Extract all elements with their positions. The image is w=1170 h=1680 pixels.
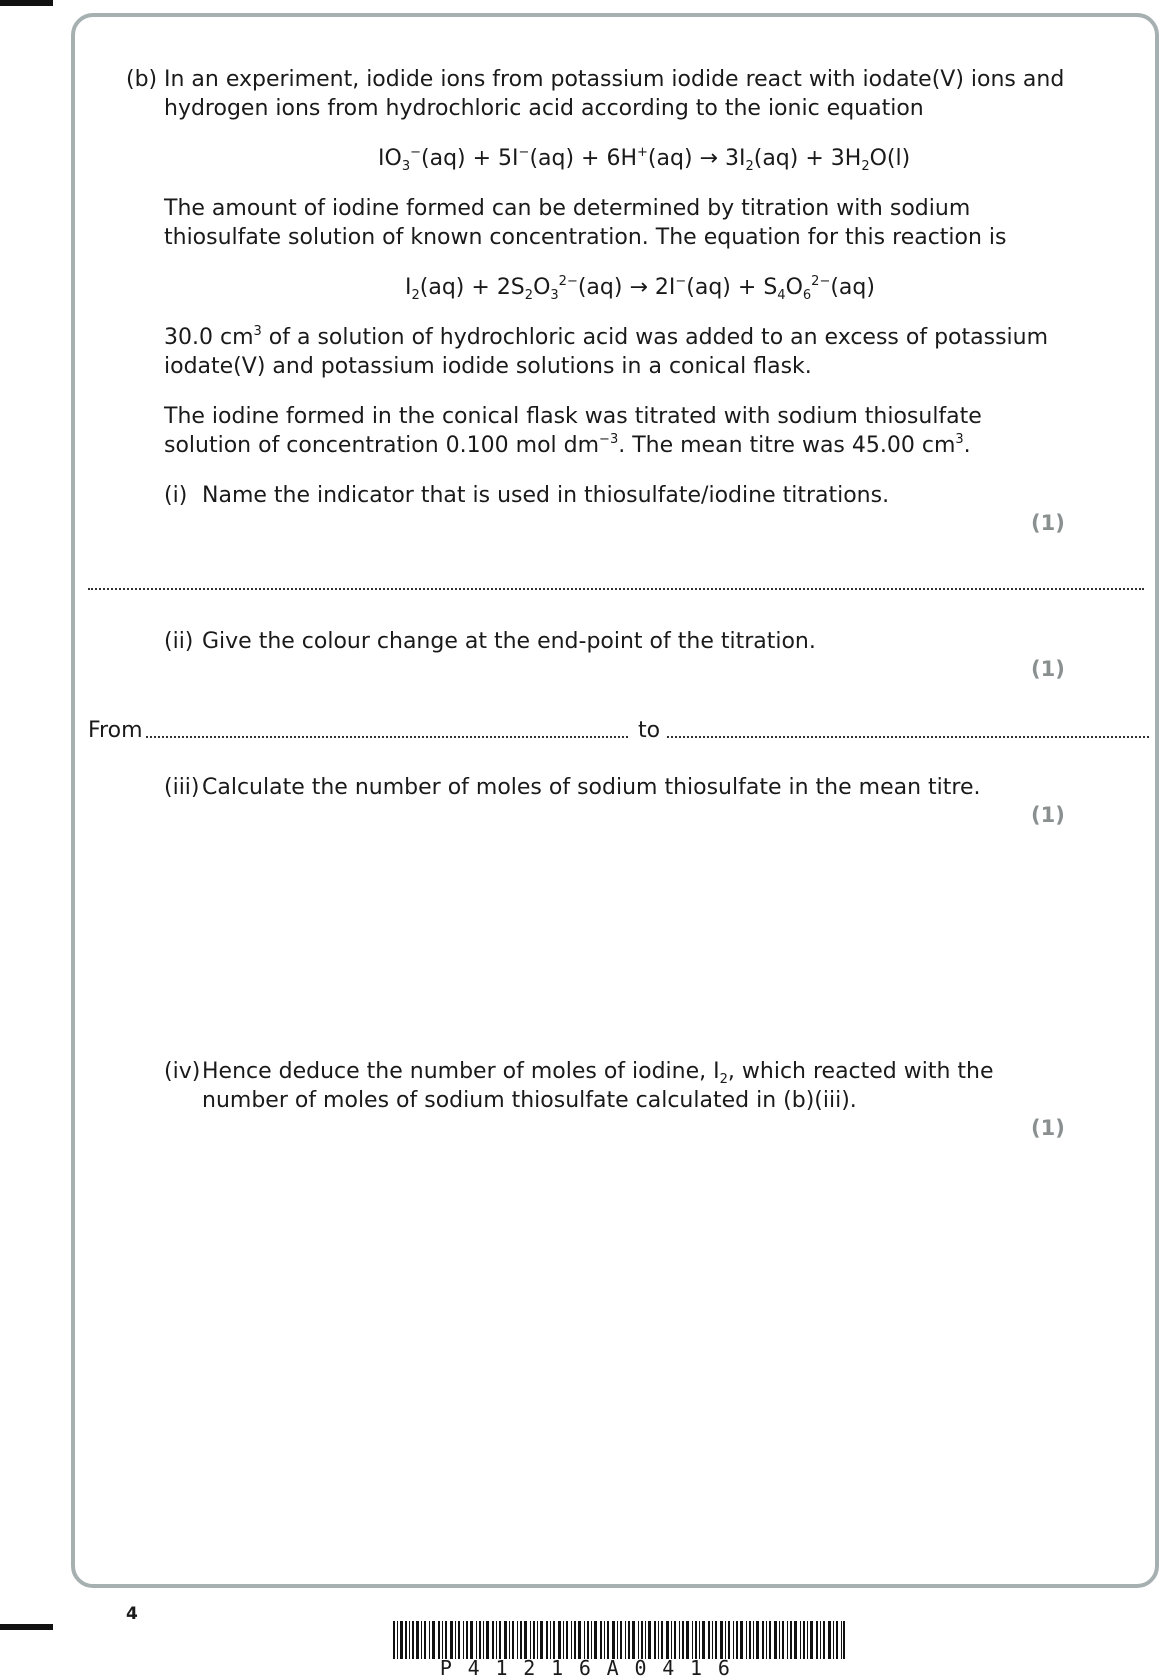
colour-to-label: to (638, 718, 661, 743)
barcode-char: 6 (717, 1656, 730, 1680)
barcode-char: P (439, 1656, 452, 1680)
part-b-intro-line1: In an experiment, iodide ions from potassium iodide react with iodate(V) ions and (164, 67, 1065, 92)
barcode-char: 1 (690, 1656, 703, 1680)
question-ii-marks: (1) (1031, 657, 1065, 681)
question-iii-text: Calculate the number of moles of sodium thiosulfate in the mean titre. (202, 775, 981, 800)
question-ii-text: Give the colour change at the end-point of the titration. (202, 629, 816, 654)
question-i-marks: (1) (1031, 511, 1065, 535)
colour-to-answer-line[interactable] (667, 736, 1149, 738)
barcode-char: 6 (578, 1656, 591, 1680)
corner-registration-mark-bottom (0, 1624, 53, 1630)
setup-text-line2: iodate(V) and potassium iodide solutions in a conical flask. (164, 354, 812, 379)
barcode-char: 1 (495, 1656, 508, 1680)
page-number: 4 (126, 1604, 138, 1624)
ionic-equation-iodate: $IO_3^-(aq) + 5I^-(aq) + 6H^+(aq) \to 3I_2(aq) + 3H_2O(l)$ (378, 145, 911, 174)
titre-text-line2: solution of concentration 0.100 mol $dm^{-3}$. The mean titre was 45.00 $cm^3$. (164, 432, 971, 458)
question-iv-marks: (1) (1031, 1116, 1065, 1140)
question-i-answer-line[interactable] (88, 588, 1144, 590)
titration-text-line1: The amount of iodine formed can be determined by titration with sodium (164, 196, 971, 221)
thiosulfate-equation: $I_2(aq) + 2S_2O_3^{2-}(aq) \to 2I^-(aq) + S_4O_6^{2-}(aq)$ (405, 274, 875, 303)
barcode-char: 0 (634, 1656, 647, 1680)
question-iv-text-line2: number of moles of sodium thiosulfate calculated in (b)(iii). (202, 1088, 857, 1113)
question-iv-text-line1: Hence deduce the number of moles of iodine, $I_2$, which reacted with the (202, 1059, 994, 1087)
barcode-text (432, 1657, 738, 1679)
question-i-label: (i) (164, 483, 188, 508)
barcode-char: 4 (467, 1656, 480, 1680)
barcode-char: 1 (551, 1656, 564, 1680)
barcode-char: 2 (523, 1656, 536, 1680)
barcode-image (393, 1621, 845, 1659)
barcode-char: 4 (662, 1656, 675, 1680)
part-b-label: (b) (126, 67, 158, 92)
corner-registration-mark-top (0, 0, 53, 6)
question-iv-label: (iv) (164, 1059, 201, 1084)
colour-from-label: From (88, 718, 143, 743)
barcode-char: A (606, 1656, 619, 1680)
part-b-intro-line2: hydrogen ions from hydrochloric acid according to the ionic equation (164, 96, 924, 121)
titre-text-line1: The iodine formed in the conical flask was titrated with sodium thiosulfate (164, 404, 982, 429)
colour-from-answer-line[interactable] (146, 736, 628, 738)
question-iii-label: (iii) (164, 775, 200, 800)
question-ii-label: (ii) (164, 629, 194, 654)
question-i-text: Name the indicator that is used in thiosulfate/iodine titrations. (202, 483, 890, 508)
titration-text-line2: thiosulfate solution of known concentration. The equation for this reaction is (164, 225, 1007, 250)
setup-text-line1: 30.0 $cm^3$ of a solution of hydrochloric acid was added to an excess of potassium (164, 324, 1049, 350)
question-iii-marks: (1) (1031, 803, 1065, 827)
